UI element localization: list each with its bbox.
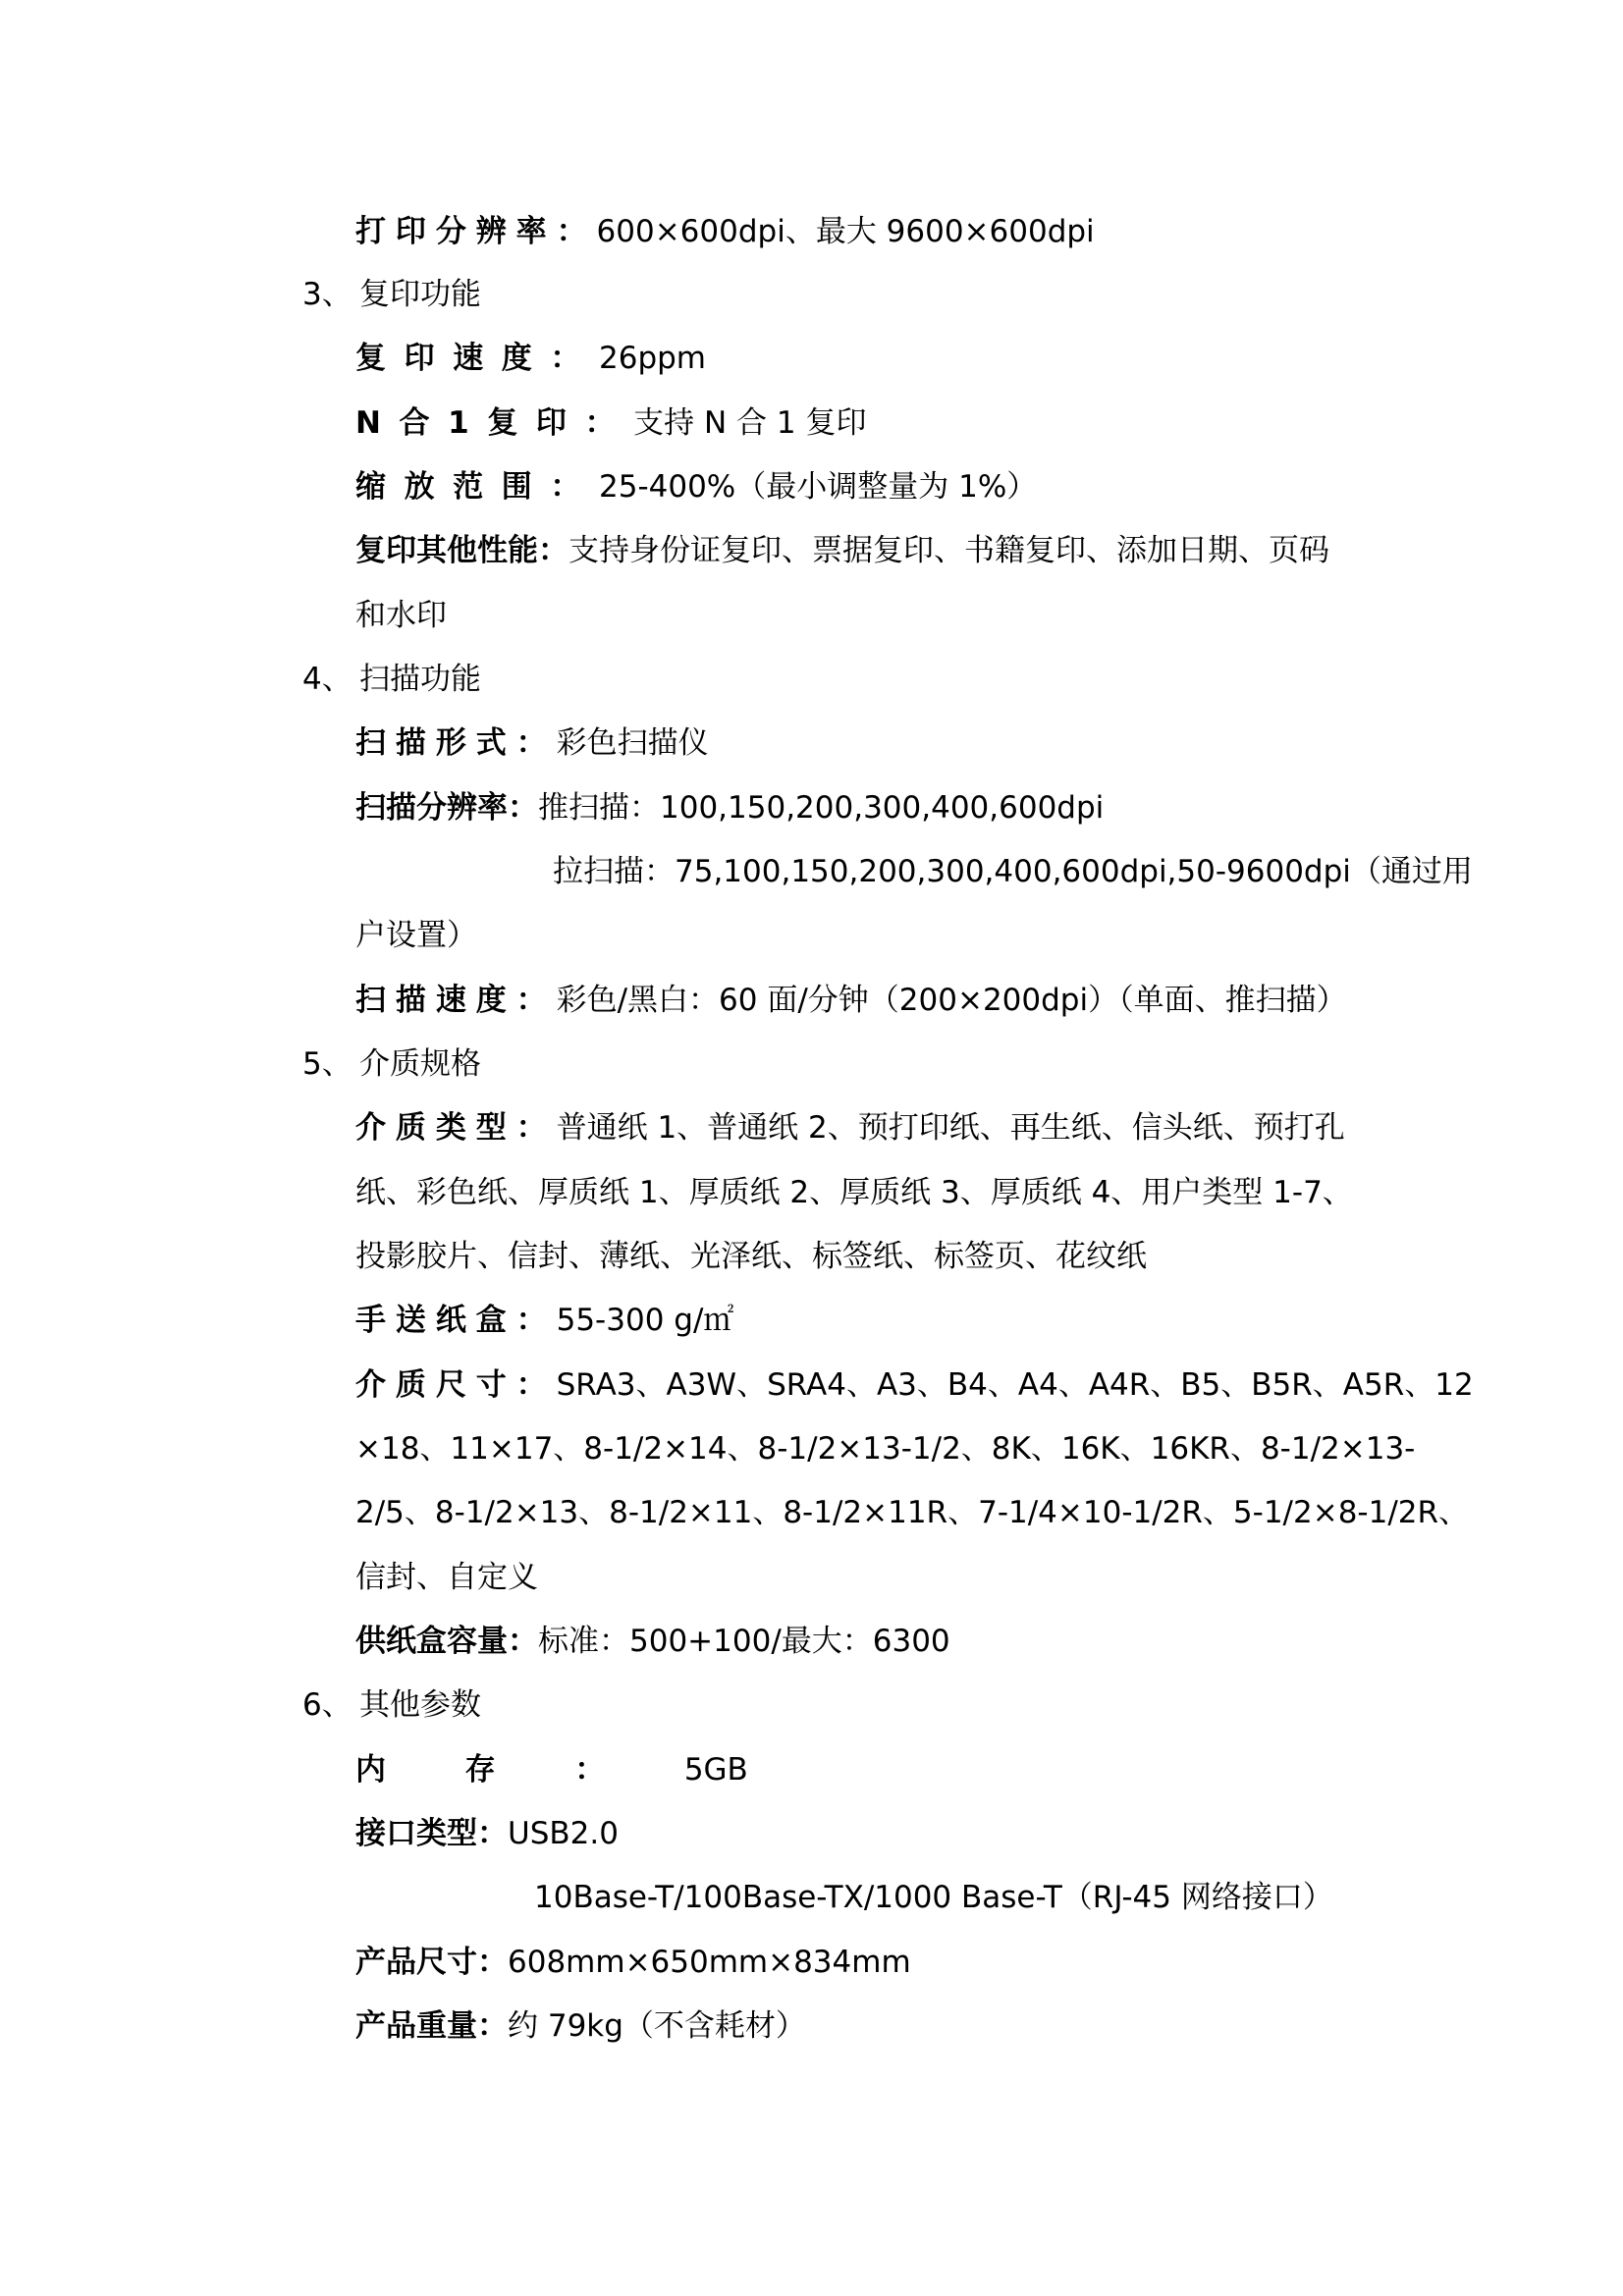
spec-value: 支持 N 合 1 复印 xyxy=(633,405,867,441)
spec-line-interface xyxy=(355,1812,619,1855)
spec-label: 扫描分辨率： xyxy=(355,790,538,826)
section-heading-media xyxy=(302,1042,481,1086)
spec-continuation xyxy=(355,594,447,637)
spec-value: USB2.0 xyxy=(508,1816,619,1851)
spec-label: 缩放范围： xyxy=(355,469,599,505)
section-number: 3、 xyxy=(302,277,352,312)
spec-line-copy-speed xyxy=(355,337,706,380)
spec-continuation xyxy=(355,914,477,957)
spec-line-bypass-tray xyxy=(355,1299,733,1342)
section-title: 介质规格 xyxy=(359,1046,481,1082)
spec-value: 彩色扫描仪 xyxy=(556,725,709,761)
spec-label: 产品重量： xyxy=(355,2008,508,2044)
spec-continuation xyxy=(355,1427,1415,1470)
spec-line-weight xyxy=(355,2004,806,2048)
spec-line-media-type xyxy=(355,1106,1345,1149)
spec-label: 手送纸盒： xyxy=(355,1303,557,1338)
section-title: 扫描功能 xyxy=(359,662,481,697)
spec-line-zoom-range xyxy=(355,465,1037,508)
spec-line-dimensions xyxy=(355,1941,911,1984)
spec-label: 复印速度： xyxy=(355,341,599,376)
spec-value: SRA3、A3W、SRA4、A3、B4、A4、A4R、B5、B5R、A5R、12 xyxy=(556,1367,1474,1403)
spec-value: 纸、彩色纸、厚质纸 1、厚质纸 2、厚质纸 3、厚质纸 4、用户类型 1-7、 xyxy=(355,1175,1353,1210)
spec-value: ×18、11×17、8-1/2×14、8-1/2×13-1/2、8K、16K、16KR、8-1/2×13- xyxy=(355,1431,1416,1467)
spec-value: 户设置） xyxy=(355,918,477,953)
spec-continuation xyxy=(355,1235,1147,1278)
spec-value: 标准：500+100/最大：6300 xyxy=(538,1624,950,1659)
spec-line-scan-resolution xyxy=(355,786,1104,829)
spec-value: 约 79kg（不含耗材） xyxy=(508,2008,806,2044)
section-heading-copy xyxy=(302,273,481,316)
spec-label: 复印其他性能： xyxy=(355,533,568,568)
spec-value: 信封、自定义 xyxy=(355,1560,538,1595)
section-number: 4、 xyxy=(302,662,352,697)
spec-label: 供纸盒容量： xyxy=(355,1624,538,1659)
spec-line-print-resolution xyxy=(355,210,1095,253)
spec-continuation xyxy=(355,1491,1469,1534)
spec-line-n-in-1 xyxy=(355,401,866,445)
spec-value: 600×600dpi、最大 9600×600dpi xyxy=(596,214,1095,249)
spec-value: 支持身份证复印、票据复印、书籍复印、添加日期、页码 xyxy=(568,533,1329,568)
spec-label: N合1复印： xyxy=(355,405,634,441)
spec-label: 产品尺寸： xyxy=(355,1945,508,1980)
spec-label: 扫描形式： xyxy=(355,725,557,761)
section-title: 复印功能 xyxy=(359,277,481,312)
spec-value: 608mm×650mm×834mm xyxy=(508,1945,911,1980)
spec-continuation xyxy=(355,1556,538,1599)
spec-label: 介质类型： xyxy=(355,1110,557,1146)
section-number: 5、 xyxy=(302,1046,352,1082)
spec-label: 介质尺寸： xyxy=(355,1367,557,1403)
spec-line-scan-speed xyxy=(355,979,1347,1022)
spec-value: 彩色/黑白：60 面/分钟（200×200dpi）（单面、推扫描） xyxy=(556,983,1347,1018)
spec-line-copy-other xyxy=(355,529,1329,572)
section-heading-other xyxy=(302,1683,481,1727)
spec-value: 26ppm xyxy=(599,341,706,376)
spec-value: 拉扫描：75,100,150,200,300,400,600dpi,50-9600dpi（通过用 xyxy=(553,854,1473,889)
spec-line-memory xyxy=(355,1748,748,1791)
spec-value: 2/5、8-1/2×13、8-1/2×11、8-1/2×11R、7-1/4×10-1/2R、5-1/2×8-1/2R、 xyxy=(355,1495,1470,1530)
spec-line-scan-type xyxy=(355,721,709,765)
spec-label: 内存： xyxy=(355,1752,684,1788)
spec-line-interface-network xyxy=(534,1876,1333,1919)
spec-value: 推扫描：100,150,200,300,400,600dpi xyxy=(538,790,1105,826)
section-heading-scan xyxy=(302,658,481,701)
spec-value: 55-300 g/㎡ xyxy=(556,1303,734,1338)
spec-label: 扫描速度： xyxy=(355,983,557,1018)
spec-value: 普通纸 1、普通纸 2、预打印纸、再生纸、信头纸、预打孔 xyxy=(556,1110,1345,1146)
spec-line-scan-resolution-pull xyxy=(553,850,1473,893)
spec-value: 5GB xyxy=(683,1752,748,1788)
spec-value: 25-400%（最小调整量为 1%） xyxy=(599,469,1038,505)
spec-continuation xyxy=(355,1171,1353,1214)
spec-line-tray-capacity xyxy=(355,1620,950,1663)
spec-line-media-size xyxy=(355,1363,1474,1407)
section-title: 其他参数 xyxy=(359,1687,481,1723)
section-number: 6、 xyxy=(302,1687,352,1723)
spec-label: 接口类型： xyxy=(355,1816,508,1851)
spec-value: 和水印 xyxy=(355,598,447,633)
spec-label: 打印分辨率： xyxy=(355,214,597,249)
spec-value: 投影胶片、信封、薄纸、光泽纸、标签纸、标签页、花纹纸 xyxy=(355,1239,1147,1274)
spec-value: 10Base-T/100Base-TX/1000 Base-T（RJ-45 网络接口） xyxy=(534,1880,1333,1915)
